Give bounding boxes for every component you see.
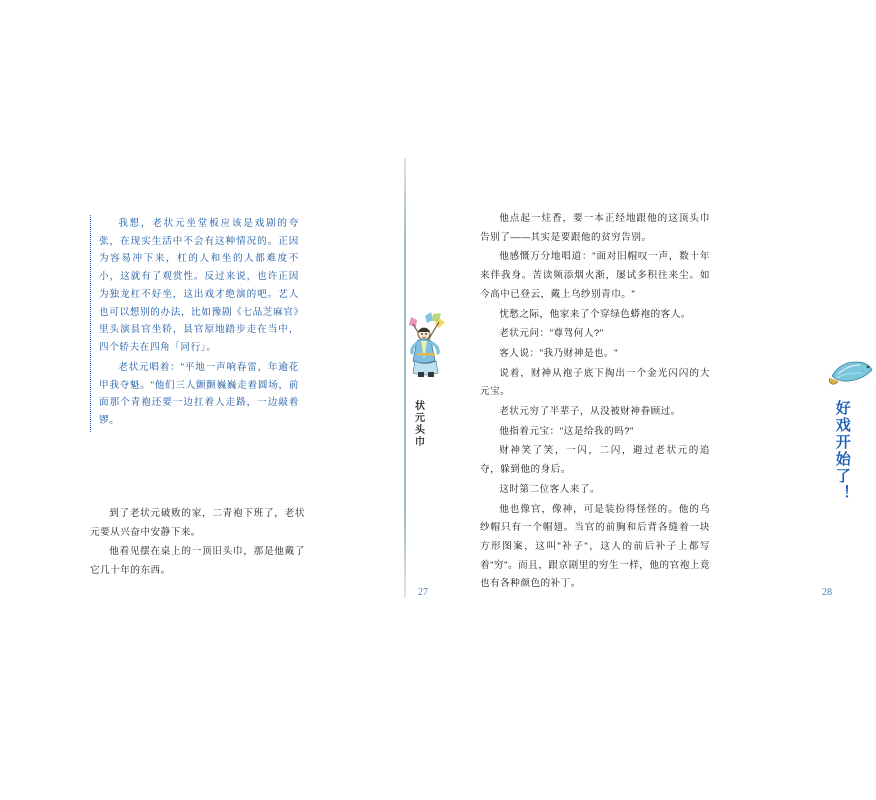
- blue-feather-illustration: [828, 356, 876, 390]
- right-page-number: 28: [822, 587, 832, 598]
- body-paragraph: 说着，财神从袍子底下掏出一个金光闪闪的大元宝。: [480, 367, 710, 398]
- left-page-vertical-title: 状元头巾: [412, 400, 424, 448]
- body-paragraph: 老状元问："尊驾何人?": [499, 328, 604, 340]
- body-paragraph: 他点起一炷香，要一本正经地跟他的这顶头巾告别了——其实是要跟他的贫穷告别。: [480, 213, 710, 243]
- left-page-quote-block: [90, 215, 299, 432]
- right-page-body-text: [480, 210, 710, 595]
- left-page-body-text: [90, 505, 305, 582]
- body-paragraph: 忧愁之际，他家来了个穿绿色蟒袍的客人。: [499, 308, 691, 320]
- body-paragraph: 他看见摆在桌上的一顶旧头巾，那是他戴了它几十年的东西。: [90, 546, 305, 577]
- body-paragraph: 到了老状元破败的家，二青袍下班了，老状元要从兴奋中安静下来。: [90, 508, 305, 538]
- body-paragraph: 财神笑了笑，一闪，二闪，避过老状元的追夺，躲到他的身后。: [480, 445, 710, 476]
- left-page: [60, 150, 428, 620]
- right-page-vertical-title: 好戏开始了！: [833, 400, 852, 502]
- body-paragraph: 他感慨万分地唱道："面对旧帽叹一声，数十年来伴我身。苦读频添烟火渐，屡试多积往来尘。如今高中已登云，戴上乌纱别青巾。": [480, 251, 710, 300]
- body-paragraph: 他指着元宝："这是给我的吗?": [499, 425, 634, 437]
- body-paragraph: 客人说："我乃财神是也。": [499, 347, 619, 359]
- body-paragraph: 这时第二位客人来了。: [499, 483, 601, 495]
- body-paragraph: 老状元穷了半辈子，从没被财神眷顾过。: [499, 406, 681, 418]
- body-paragraph: 他也像官，像神，可是装扮得怪怪的。他的乌纱帽只有一个帽翅。当官的前胸和后背各缝着一块方形图案，这叫"补子"，这人的前后补子上都写着"穷"。而且，跟京剧里的穷生一样，他的官袍上竟也有各种颜色的补丁。: [480, 503, 710, 590]
- quote-paragraph: 我想，老状元坐堂板应该是戏剧的夸张，在现实生活中不会有这种情况的。正因为容易冲下来，杠的人和坐的人都难度不小，这就有了观赏性。反过来说，也许正因为独龙杠不好坐，这出戏才绝演的吧。艺人也可以想别的办法，比如豫剧《七品芝麻官》里头演县官坐轿，县官原地踏步走在当中，四个轿夫在四角「同行」。: [99, 218, 299, 354]
- left-page-number: 27: [418, 587, 428, 598]
- quote-paragraph: 老状元唱着："平地一声响春雷，年逾花甲我夺魁。"他们三人颤颤巍巍走着圆场，前面那个青袍还要一边扛着人走路，一边敲着锣。: [99, 361, 299, 427]
- right-page: [410, 150, 852, 620]
